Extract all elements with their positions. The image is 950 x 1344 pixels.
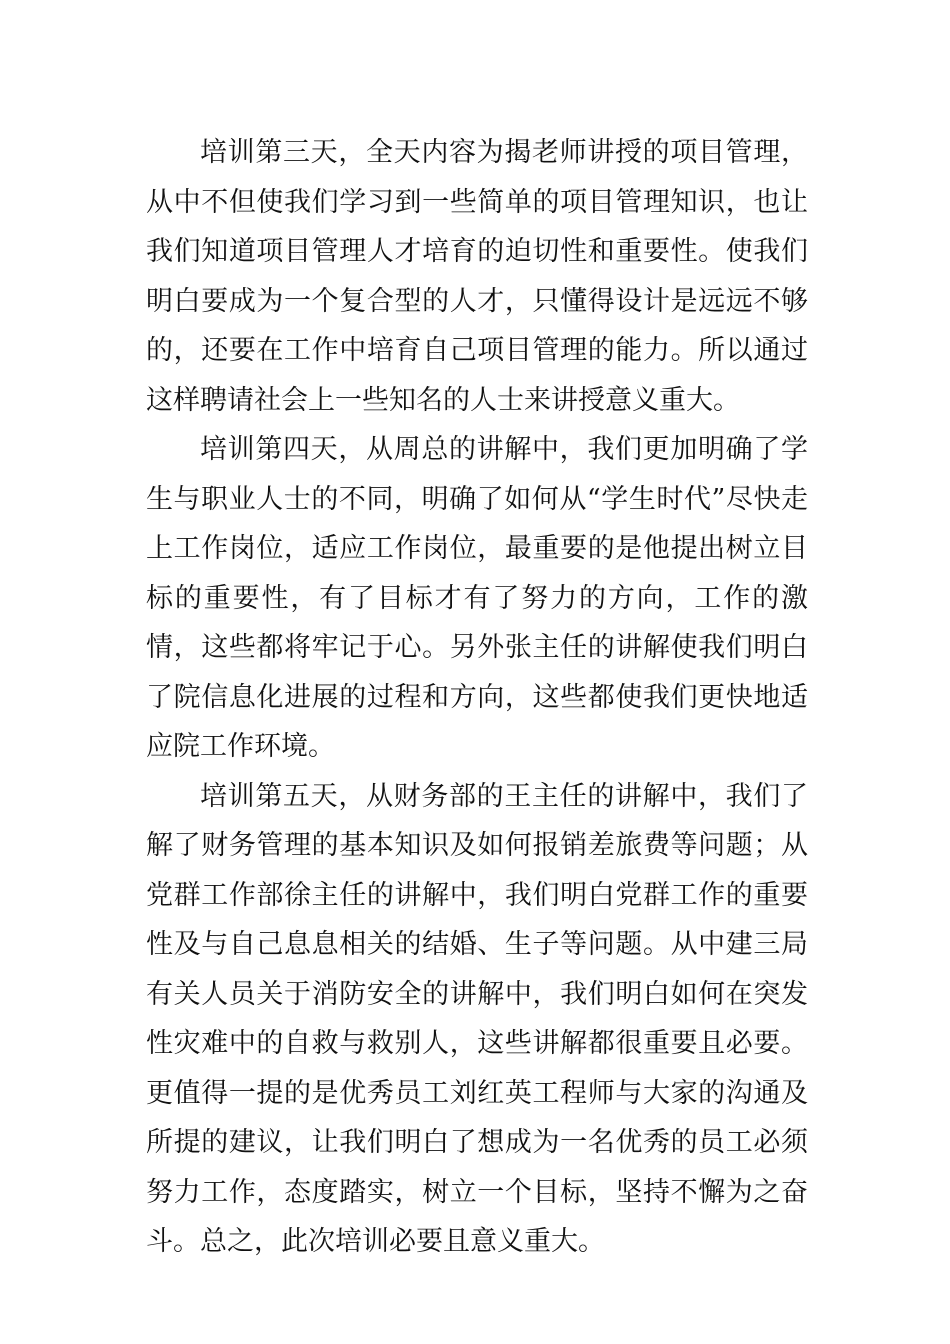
paragraph-day-five: 培训第五天，从财务部的王主任的讲解中，我们了解了财务管理的基本知识及如何报销差旅费等问题；从党群工作部徐主任的讲解中，我们明白党群工作的重要性及与自己息息相关的结婚、生子等问题。从中建三局有关人员关于消防安全的讲解中，我们明白如何在突发性灾难中的自救与救别人，这些讲解都很重要且必要。更值得一提的是优秀员工刘红英工程师与大家的沟通及所提的建议，让我们明白了想成为一名优秀的员工必须努力工作，态度踏实，树立一个目标，坚持不懈为之奋斗。总之，此次培训必要且意义重大。 [146,780,808,1257]
document-body [146,128,808,1267]
paragraph-day-four: 培训第四天，从周总的讲解中，我们更加明确了学生与职业人士的不同，明确了如何从“学生时代”尽快走上工作岗位，适应工作岗位，最重要的是他提出树立目标的重要性，有了目标才有了努力的方向，工作的激情，这些都将牢记于心。另外张主任的讲解使我们明白了院信息化进展的过程和方向，这些都使我们更快地适应院工作环境。 [146,434,808,762]
paragraph-day-three: 培训第三天，全天内容为揭老师讲授的项目管理，从中不但使我们学习到一些简单的项目管理知识，也让我们知道项目管理人才培育的迫切性和重要性。使我们明白要成为一个复合型的人才，只懂得设计是远远不够的，还要在工作中培育自己项目管理的能力。所以通过这样聘请社会上一些知名的人士来讲授意义重大。 [146,137,808,416]
